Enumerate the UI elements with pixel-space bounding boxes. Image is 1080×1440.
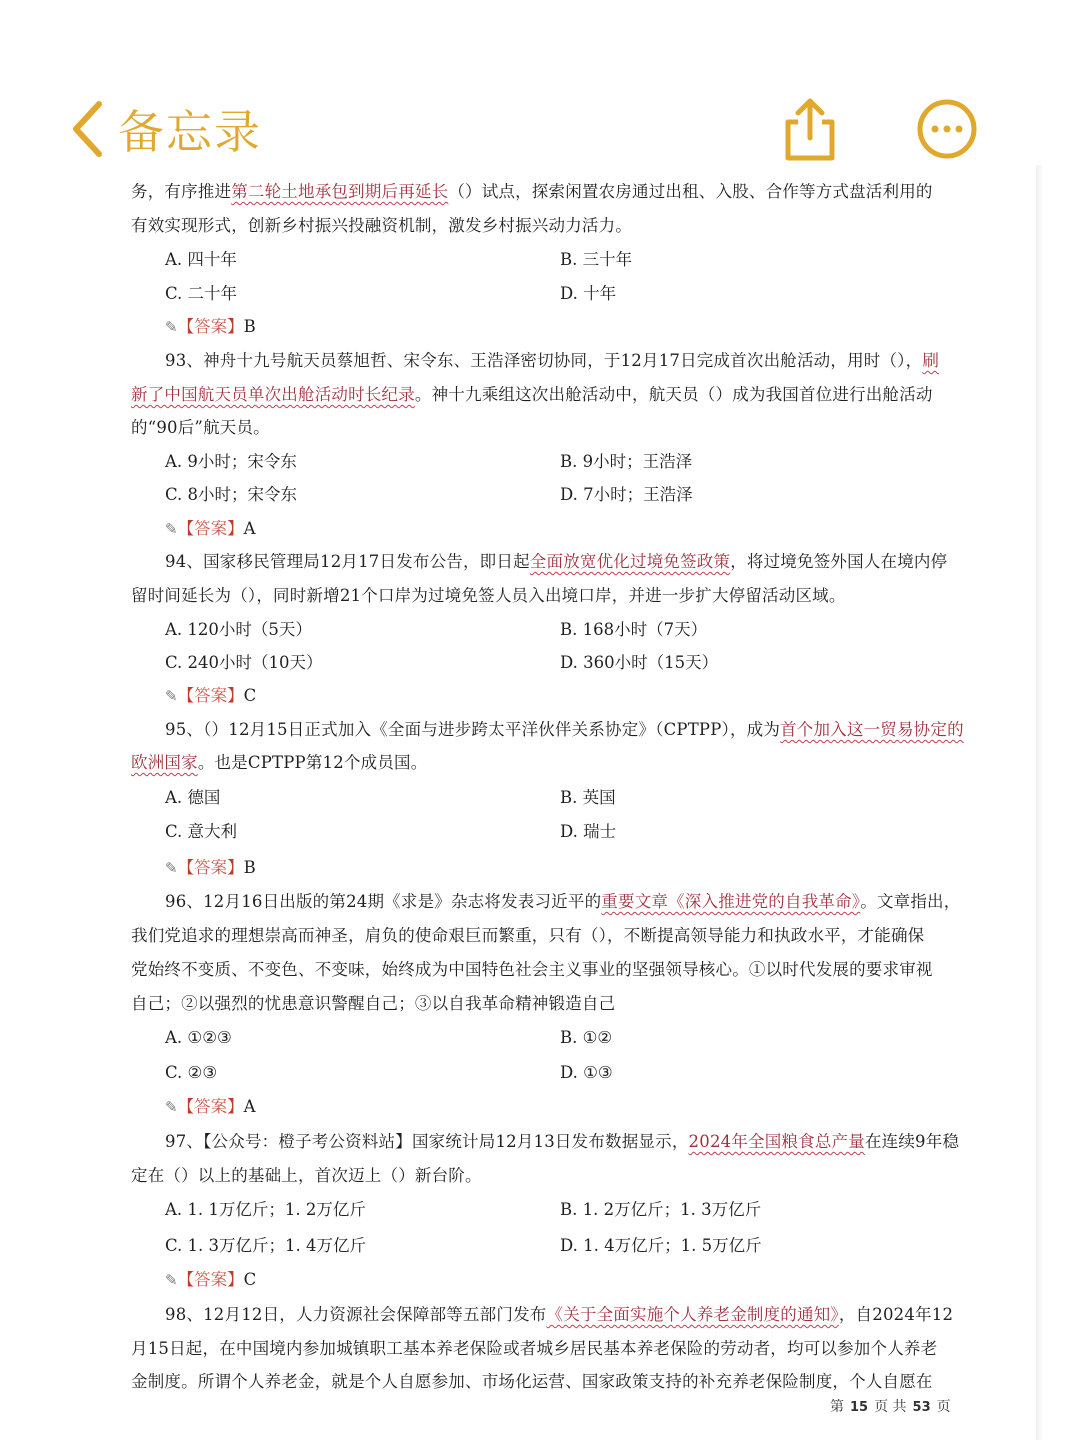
pencil-icon: ✎ bbox=[165, 1271, 178, 1289]
q94-option-a: A. 120小时（5天） bbox=[165, 620, 312, 639]
q94-line-1: 94、国家移民管理局12月17日发布公告，即日起全面放宽优化过境免签政策，将过境免签外国人在境内停 bbox=[165, 552, 948, 571]
q96-line-3: 党始终不变质、不变色、不变味，始终成为中国特色社会主义事业的坚强领导核心。①以时代发展的要求审视 bbox=[131, 960, 933, 979]
q98-line-1: 98、12月12日，人力资源社会保障部等五部门发布《关于全面实施个人养老金制度的通知》，自2024年12 bbox=[165, 1305, 954, 1324]
q98-line-3: 金制度。所谓个人养老金，就是个人自愿参加、市场化运营、国家政策支持的补充养老保险制度，个人自愿在 bbox=[131, 1372, 933, 1391]
pencil-icon: ✎ bbox=[165, 859, 178, 877]
q92-answer: ✎【答案】B bbox=[165, 317, 256, 336]
pencil-icon: ✎ bbox=[165, 687, 178, 705]
q96-option-c: C. ②③ bbox=[165, 1063, 218, 1082]
q94-option-c: C. 240小时（10天） bbox=[165, 653, 323, 672]
page-edge bbox=[1036, 165, 1042, 1440]
q97-line-1: 97、【公众号：橙子考公资料站】国家统计局12月13日发布数据显示，2024年全国粮食总产量在连续9年稳 bbox=[165, 1132, 960, 1151]
q98-line-2: 月15日起，在中国境内参加城镇职工基本养老保险或者城乡居民基本养老保险的劳动者，均可以参加个人养老 bbox=[131, 1339, 938, 1358]
q95-option-c: C. 意大利 bbox=[165, 822, 238, 841]
q92-option-a: A. 四十年 bbox=[165, 250, 237, 269]
q94-option-d: D. 360小时（15天） bbox=[560, 653, 719, 672]
q96-option-d: D. ①③ bbox=[560, 1063, 613, 1082]
q95-option-d: D. 瑞士 bbox=[560, 822, 617, 841]
share-icon bbox=[780, 147, 840, 166]
q97-option-b: B. 1. 2万亿斤；1. 3万亿斤 bbox=[560, 1200, 762, 1219]
back-button[interactable] bbox=[70, 96, 262, 162]
q96-option-b: B. ①② bbox=[560, 1028, 613, 1047]
q93-option-d: D. 7小时；王浩泽 bbox=[560, 485, 693, 504]
pencil-icon: ✎ bbox=[165, 318, 178, 336]
q93-line-3: 的“90后”航天员。 bbox=[131, 418, 270, 437]
q96-option-a: A. ①②③ bbox=[165, 1028, 232, 1047]
pencil-icon: ✎ bbox=[165, 520, 178, 538]
q97-option-c: C. 1. 3万亿斤；1. 4万亿斤 bbox=[165, 1236, 366, 1255]
q93-answer: ✎【答案】A bbox=[165, 519, 256, 538]
page-number: 第 15 页 共 53 页 bbox=[830, 1399, 951, 1415]
q96-line-1: 96、12月16日出版的第24期《求是》杂志将发表习近平的重要文章《深入推进党的自我革命》。文章指出， bbox=[165, 892, 961, 911]
q93-option-c: C. 8小时；宋令东 bbox=[165, 485, 298, 504]
share-button[interactable] bbox=[780, 96, 840, 162]
q95-option-b: B. 英国 bbox=[560, 788, 616, 807]
back-label: 备忘录 bbox=[118, 105, 262, 159]
q97-answer: ✎【答案】C bbox=[165, 1270, 257, 1289]
q94-option-b: B. 168小时（7天） bbox=[560, 620, 708, 639]
nav-bar bbox=[0, 0, 1080, 170]
q96-line-2: 我们党追求的理想崇高而神圣，肩负的使命艰巨而繁重，只有（），不断提高领导能力和执政水平，才能确保 bbox=[131, 926, 925, 945]
q92-line-2: 有效实现形式，创新乡村振兴投融资机制，激发乡村振兴动力活力。 bbox=[131, 216, 632, 235]
q95-answer: ✎【答案】B bbox=[165, 858, 256, 877]
q95-option-a: A. 德国 bbox=[165, 788, 221, 807]
q94-answer: ✎【答案】C bbox=[165, 686, 257, 705]
pencil-icon: ✎ bbox=[165, 1098, 178, 1116]
q93-option-b: B. 9小时；王浩泽 bbox=[560, 452, 693, 471]
q97-option-a: A. 1. 1万亿斤；1. 2万亿斤 bbox=[165, 1200, 366, 1219]
q93-line-1: 93、神舟十九号航天员蔡旭哲、宋令东、王浩泽密切协同，于12月17日完成首次出舱活动，用时（），刷 bbox=[165, 351, 940, 370]
q97-option-d: D. 1. 4万亿斤；1. 5万亿斤 bbox=[560, 1236, 762, 1255]
q93-option-a: A. 9小时；宋令东 bbox=[165, 452, 297, 471]
q95-line-1: 95、（）12月15日正式加入《全面与进步跨太平洋伙伴关系协定》（CPTPP），成为首个加入这一贸易协定的 bbox=[165, 720, 964, 739]
chevron-left-icon bbox=[70, 100, 104, 158]
q92-option-b: B. 三十年 bbox=[560, 250, 633, 269]
q95-line-2: 欧洲国家。也是CPTPP第12个成员国。 bbox=[131, 753, 428, 772]
q92-option-d: D. 十年 bbox=[560, 284, 617, 303]
q97-line-2: 定在（）以上的基础上，首次迈上（）新台阶。 bbox=[131, 1166, 482, 1185]
q93-line-2: 新了中国航天员单次出舱活动时长纪录。神十九乘组这次出舱活动中，航天员（）成为我国首位进行出舱活动 bbox=[131, 385, 933, 404]
q94-line-2: 留时间延长为（），同时新增21个口岸为过境免签人员入出境口岸，并进一步扩大停留活动区域。 bbox=[131, 586, 846, 605]
q96-line-4: 自己；②以强烈的忧患意识警醒自己；③以自我革命精神锻造自己 bbox=[131, 994, 616, 1013]
q92-line-1: 务，有序推进第二轮土地承包到期后再延长（）试点，探索闲置农房通过出租、入股、合作等方式盘活利用的 bbox=[131, 182, 933, 201]
more-button[interactable] bbox=[916, 98, 978, 160]
more-icon bbox=[916, 145, 978, 164]
q92-option-c: C. 二十年 bbox=[165, 284, 238, 303]
q96-answer: ✎【答案】A bbox=[165, 1097, 256, 1116]
